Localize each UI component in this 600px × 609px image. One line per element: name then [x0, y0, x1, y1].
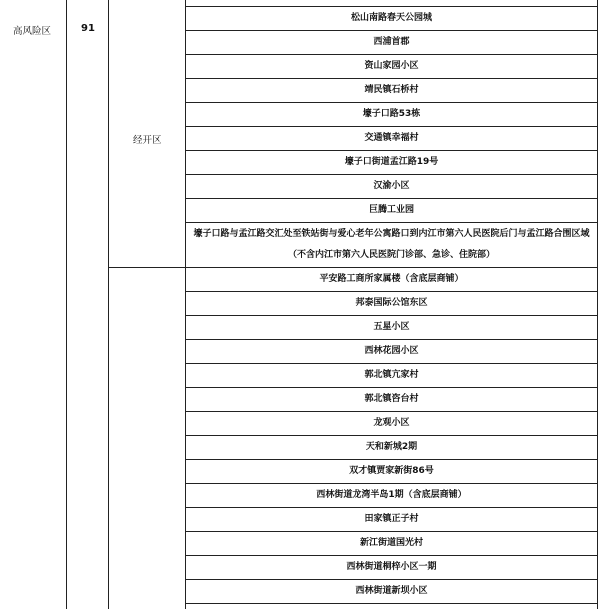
location-cell: 郭北镇亢家村 [364, 370, 419, 380]
risk-level-label: 高风险区 [13, 26, 52, 37]
location-cell: 汉渝小区 [373, 181, 410, 191]
location-cell: 双才镇贾家新街86号 [349, 466, 434, 476]
location-cell: 邦泰国际公馆东区 [355, 298, 428, 308]
location-cell: 巨腾工业园 [368, 205, 414, 215]
location-cell: 壕子口街道孟江路19号 [344, 157, 439, 167]
location-cell: 龙观小区 [373, 418, 410, 428]
location-cell-multiline: 壕子口路与孟江路交汇处至铁站街与爱心老年公寓路口到内江市第六人民医院后门与孟江路合围区域（不含内江市第六人民医院门诊部、急诊、住院部） [193, 229, 590, 260]
location-cell: 新江街道国光村 [359, 538, 423, 548]
location-cell: 田家镇正子村 [364, 514, 419, 524]
location-cell: 五星小区 [373, 322, 410, 332]
location-cell: 资山家园小区 [364, 61, 419, 71]
location-cell: 西林花园小区 [364, 346, 419, 356]
grid-line-h [185, 603, 598, 604]
location-cell: 西林街道龙湾半岛1期（含底层商铺） [316, 490, 467, 500]
location-cell: 平安路工商所家属楼（含底层商铺） [319, 274, 464, 284]
location-cell: 西林街道新坝小区 [355, 586, 428, 596]
location-cell: 松山南路春天公园城 [350, 13, 432, 23]
district-name-kaifaqu: 经开区 [133, 135, 162, 146]
location-cell: 天和新城2期 [365, 442, 418, 452]
grid-line-v4 [597, 0, 598, 609]
location-cell: 西浦首郡 [373, 37, 410, 47]
location-cell: 靖民镇石桥村 [364, 85, 419, 95]
count-value: 91 [81, 23, 95, 34]
grid-line-v2 [108, 0, 109, 609]
location-cell: 交通镇幸福村 [364, 133, 419, 143]
location-cell: 壕子口路53栋 [362, 109, 421, 119]
location-cell: 郭北镇咨台村 [364, 394, 419, 404]
location-cell: 西林街道桐梓小区一期 [346, 562, 437, 572]
grid-line-v1 [66, 0, 67, 609]
